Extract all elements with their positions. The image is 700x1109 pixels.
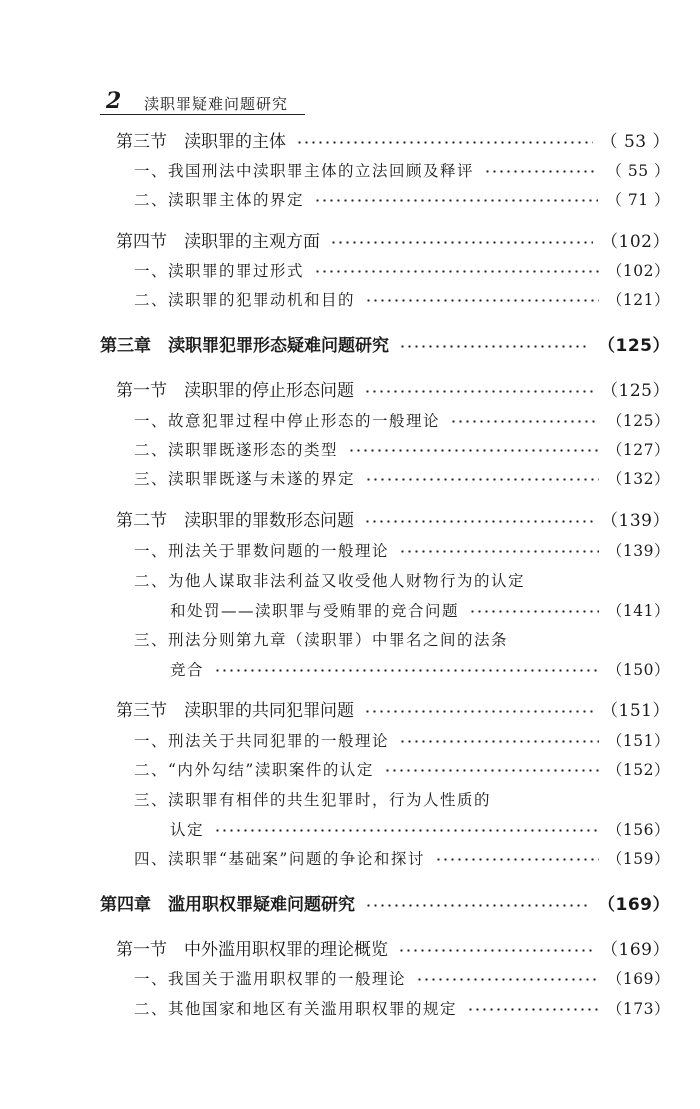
entry-title: 第二节 渎职罪的罪数形态问题 <box>116 511 354 531</box>
toc-chapter-entry[interactable] <box>100 332 670 360</box>
entry-page: （159） <box>606 850 670 868</box>
entry-page: （132） <box>606 470 670 488</box>
toc-section-entry[interactable] <box>116 377 670 405</box>
dot-leader <box>399 345 590 348</box>
entry-page: （102） <box>601 232 670 252</box>
entry-title: 第一节 渎职罪的停止形态问题 <box>116 381 354 401</box>
toc-item-entry[interactable] <box>134 756 670 784</box>
entry-title: 第三节 渎职罪的主体 <box>116 132 286 152</box>
dot-leader <box>416 978 599 981</box>
dot-leader <box>450 420 599 423</box>
toc-item-entry[interactable] <box>134 436 670 464</box>
dot-leader <box>314 199 598 202</box>
toc-item-entry-line1[interactable]: 三、渎职罪有相伴的共生犯罪时，行为人性质的 <box>134 791 492 809</box>
toc-item-entry-line2[interactable] <box>170 816 670 844</box>
toc-chapter-entry[interactable] <box>100 891 670 919</box>
entry-title: 竞合 <box>170 661 205 679</box>
entry-title: 第四章 滥用职权罪疑难问题研究 <box>100 895 355 915</box>
entry-title: 四、渎职罪“基础案”问题的争论和探讨 <box>134 850 425 868</box>
toc-item-entry[interactable] <box>134 257 670 285</box>
toc-item-entry-line2[interactable] <box>170 597 670 625</box>
dot-leader <box>435 858 599 861</box>
toc-item-entry[interactable] <box>134 286 670 314</box>
entry-page: （ 53 ） <box>600 132 670 152</box>
dot-leader <box>364 710 593 713</box>
dot-leader <box>330 241 593 244</box>
toc-item-entry[interactable] <box>134 995 670 1023</box>
toc-section-entry[interactable] <box>116 936 670 964</box>
entry-page: （125） <box>606 412 670 430</box>
dot-leader <box>214 829 599 832</box>
toc-item-entry[interactable] <box>134 965 670 993</box>
entry-title: 二、渎职罪的犯罪动机和目的 <box>134 291 356 309</box>
dot-leader <box>398 949 593 952</box>
toc-section-entry[interactable] <box>116 507 670 535</box>
entry-page: （169） <box>606 970 670 988</box>
toc-item-entry[interactable] <box>134 157 670 185</box>
dot-leader <box>399 740 599 743</box>
toc-item-entry[interactable] <box>134 465 670 493</box>
toc-item-entry[interactable] <box>134 407 670 435</box>
entry-page: （125） <box>598 336 670 356</box>
entry-page: （152） <box>606 761 670 779</box>
entry-title: 一、我国刑法中渎职罪主体的立法回顾及释评 <box>134 162 475 180</box>
entry-title: 和处罚——渎职罪与受贿罪的竞合问题 <box>170 602 460 620</box>
toc-item-entry[interactable] <box>134 537 670 565</box>
toc-section-entry[interactable] <box>116 697 670 725</box>
dot-leader <box>365 478 599 481</box>
entry-page: （139） <box>606 542 670 560</box>
entry-page: （ 71 ） <box>606 191 670 209</box>
toc-item-entry[interactable] <box>134 727 670 755</box>
entry-page: （169） <box>601 940 670 960</box>
dot-leader <box>365 904 590 907</box>
entry-title: 第一节 中外滥用职权罪的理论概览 <box>116 940 388 960</box>
entry-title: 二、“内外勾结”渎职案件的认定 <box>134 761 374 779</box>
dot-leader <box>399 550 599 553</box>
entry-title: 认定 <box>170 821 205 839</box>
toc-item-entry[interactable] <box>134 845 670 873</box>
entry-page: （139） <box>601 511 670 531</box>
entry-page: （ 55 ） <box>606 162 670 180</box>
entry-title: 一、我国关于滥用职权罪的一般理论 <box>134 970 407 988</box>
toc-item-entry-line1[interactable]: 三、刑法分则第九章（渎职罪）中罪名之间的法条 <box>134 631 509 649</box>
entry-page: （151） <box>606 732 670 750</box>
entry-page: （141） <box>606 602 670 620</box>
entry-page: （151） <box>601 701 670 721</box>
entry-title: 一、故意犯罪过程中停止形态的一般理论 <box>134 412 441 430</box>
entry-title: 一、渎职罪的罪过形式 <box>134 262 305 280</box>
entry-title: 第四节 渎职罪的主观方面 <box>116 232 320 252</box>
toc-item-entry[interactable] <box>134 186 670 214</box>
toc-section-entry[interactable] <box>116 228 670 256</box>
dot-leader <box>364 520 593 523</box>
toc-section-entry[interactable] <box>116 128 670 156</box>
entry-page: （127） <box>606 441 670 459</box>
toc-item-entry-line2[interactable] <box>170 656 670 684</box>
entry-title: 第三节 渎职罪的共同犯罪问题 <box>116 701 354 721</box>
entry-page: （169） <box>598 895 670 915</box>
entry-page: （121） <box>606 291 670 309</box>
dot-leader <box>365 299 599 302</box>
entry-page: （125） <box>601 381 670 401</box>
dot-leader <box>314 270 599 273</box>
entry-title: 三、渎职罪既遂与未遂的界定 <box>134 470 356 488</box>
dot-leader <box>384 769 599 772</box>
entry-page: （150） <box>606 661 670 679</box>
dot-leader <box>467 1008 599 1011</box>
dot-leader <box>296 141 593 144</box>
dot-leader <box>364 390 593 393</box>
running-header <box>100 88 305 115</box>
entry-page: （102） <box>606 262 670 280</box>
dot-leader <box>348 449 599 452</box>
dot-leader <box>214 669 599 672</box>
dot-leader <box>469 610 599 613</box>
entry-page: （173） <box>606 1000 670 1018</box>
entry-title: 二、其他国家和地区有关滥用职权罪的规定 <box>134 1000 458 1018</box>
page-number: 2 <box>106 88 122 114</box>
dot-leader <box>484 170 598 173</box>
entry-title: 第三章 渎职罪犯罪形态疑难问题研究 <box>100 336 389 356</box>
entry-title: 二、渎职罪主体的界定 <box>134 191 305 209</box>
entry-title: 一、刑法关于共同犯罪的一般理论 <box>134 732 390 750</box>
entry-page: （156） <box>606 821 670 839</box>
entry-title: 一、刑法关于罪数问题的一般理论 <box>134 542 390 560</box>
entry-title: 二、渎职罪既遂形态的类型 <box>134 441 339 459</box>
book-title: 渎职罪疑难问题研究 <box>144 95 289 113</box>
toc-item-entry-line1[interactable]: 二、为他人谋取非法利益又收受他人财物行为的认定 <box>134 572 526 590</box>
